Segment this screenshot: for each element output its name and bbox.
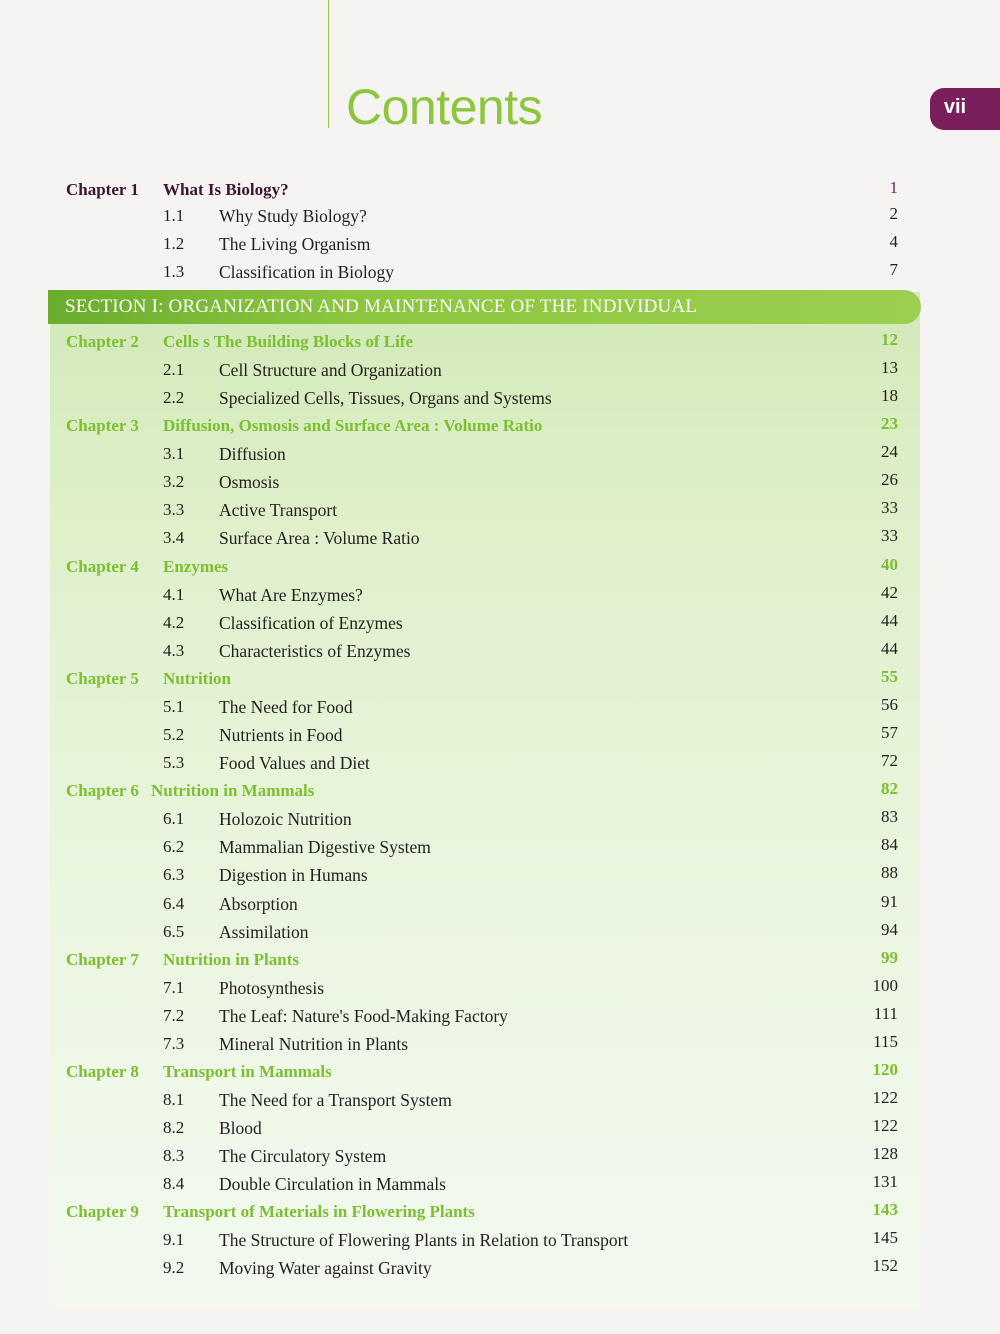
section-number: 5.1 xyxy=(163,697,185,716)
section-number: 4.1 xyxy=(163,585,185,604)
chapter-title: Cells s The Building Blocks of Life xyxy=(163,332,414,351)
toc-section-7-3[interactable] xyxy=(0,1032,1000,1058)
section-title: Active Transport xyxy=(219,500,338,520)
section-number: 9.1 xyxy=(163,1230,185,1249)
toc-section-1-1[interactable] xyxy=(0,204,1000,230)
chapter-title: Diffusion, Osmosis and Surface Area : Volume Ratio xyxy=(163,416,543,435)
section-page: 122 xyxy=(872,1088,898,1107)
toc-section-3-4[interactable] xyxy=(0,526,1000,552)
section-number: 1.2 xyxy=(163,234,185,253)
toc-chapter-1[interactable] xyxy=(0,178,1000,204)
toc-section-7-1[interactable] xyxy=(0,976,1000,1002)
section-page: 115 xyxy=(873,1032,898,1051)
toc-section-8-4[interactable] xyxy=(0,1172,1000,1198)
toc-section-4-2[interactable] xyxy=(0,611,1000,637)
chapter-page: 1 xyxy=(889,178,898,197)
toc-chapter-9[interactable] xyxy=(0,1200,1000,1226)
section-number: 3.1 xyxy=(163,444,185,463)
section-title: The Need for a Transport System xyxy=(219,1090,452,1110)
toc-section-6-1[interactable] xyxy=(0,807,1000,833)
chapter-title: Nutrition xyxy=(163,669,231,688)
section-title: Moving Water against Gravity xyxy=(219,1258,432,1278)
section-page: 152 xyxy=(872,1256,898,1275)
toc-section-9-2[interactable] xyxy=(0,1256,1000,1282)
toc-section-1-3[interactable] xyxy=(0,260,1000,286)
chapter-title: What Is Biology? xyxy=(163,180,289,199)
section-page: 122 xyxy=(872,1116,898,1135)
section-number: 6.2 xyxy=(163,837,185,856)
section-title: Surface Area : Volume Ratio xyxy=(219,528,420,548)
section-page: 7 xyxy=(889,260,898,279)
section-page: 131 xyxy=(872,1172,898,1191)
section-title: Holozoic Nutrition xyxy=(219,809,352,829)
toc-section-7-2[interactable] xyxy=(0,1004,1000,1030)
section-title: The Living Organism xyxy=(219,234,371,254)
chapter-page: 55 xyxy=(881,667,898,686)
section-heading: SECTION I: ORGANIZATION AND MAINTENANCE OF THE INDIVIDUAL xyxy=(65,296,698,317)
section-number: 9.2 xyxy=(163,1258,185,1277)
toc-section-5-1[interactable] xyxy=(0,695,1000,721)
section-number: 7.1 xyxy=(163,978,185,997)
section-page: 72 xyxy=(881,751,898,770)
section-page: 42 xyxy=(881,583,898,602)
section-page: 56 xyxy=(881,695,898,714)
section-number: 3.3 xyxy=(163,500,185,519)
chapter-page: 143 xyxy=(872,1200,898,1219)
section-number: 6.5 xyxy=(163,922,185,941)
section-number: 3.4 xyxy=(163,528,185,547)
toc-section-5-3[interactable] xyxy=(0,751,1000,777)
section-number: 2.2 xyxy=(163,388,185,407)
section-page: 13 xyxy=(881,358,898,377)
section-title: Cell Structure and Organization xyxy=(219,360,442,380)
section-title: Photosynthesis xyxy=(219,978,325,998)
section-title: Digestion in Humans xyxy=(219,865,368,885)
section-title: Assimilation xyxy=(219,922,309,942)
toc-section-3-3[interactable] xyxy=(0,498,1000,524)
toc-chapter-4[interactable] xyxy=(0,555,1000,581)
section-page: 44 xyxy=(881,611,898,630)
toc-section-2-2[interactable] xyxy=(0,386,1000,412)
section-number: 2.1 xyxy=(163,360,185,379)
section-title: Classification of Enzymes xyxy=(219,613,403,633)
chapter-label: Chapter 4 xyxy=(66,557,139,576)
section-page: 128 xyxy=(872,1144,898,1163)
section-heading-bar xyxy=(48,290,921,324)
section-page: 100 xyxy=(872,976,898,995)
section-page: 145 xyxy=(872,1228,898,1247)
header-divider-line xyxy=(328,0,329,128)
section-title: The Need for Food xyxy=(219,697,353,717)
section-number: 3.2 xyxy=(163,472,185,491)
section-title: The Leaf: Nature's Food-Making Factory xyxy=(219,1006,508,1026)
toc-section-1-2[interactable] xyxy=(0,232,1000,258)
toc-section-6-5[interactable] xyxy=(0,920,1000,946)
chapter-page: 12 xyxy=(881,330,898,349)
section-number: 7.3 xyxy=(163,1034,185,1053)
toc-section-4-3[interactable] xyxy=(0,639,1000,665)
section-page: 33 xyxy=(881,526,898,545)
section-number: 1.1 xyxy=(163,206,185,225)
toc-chapter-3[interactable] xyxy=(0,414,1000,440)
section-title: Specialized Cells, Tissues, Organs and Systems xyxy=(219,388,552,408)
toc-section-5-2[interactable] xyxy=(0,723,1000,749)
page-number: vii xyxy=(943,96,967,118)
section-page: 88 xyxy=(881,863,898,882)
chapter-page: 120 xyxy=(872,1060,898,1079)
section-page: 111 xyxy=(873,1004,898,1023)
section-page: 94 xyxy=(881,920,898,939)
toc-section-6-4[interactable] xyxy=(0,892,1000,918)
section-page: 26 xyxy=(881,470,898,489)
section-number: 8.1 xyxy=(163,1090,185,1109)
section-number: 6.3 xyxy=(163,865,185,884)
toc-section-8-1[interactable] xyxy=(0,1088,1000,1114)
section-page: 84 xyxy=(881,835,898,854)
section-page: 18 xyxy=(881,386,898,405)
section-number: 5.2 xyxy=(163,725,185,744)
toc-chapter-7[interactable] xyxy=(0,948,1000,974)
toc-section-4-1[interactable] xyxy=(0,583,1000,609)
section-title: The Structure of Flowering Plants in Relation to Transport xyxy=(219,1230,629,1250)
toc-section-9-1[interactable] xyxy=(0,1228,1000,1254)
section-page: 4 xyxy=(889,232,898,251)
section-title: Nutrients in Food xyxy=(219,725,343,745)
toc-section-6-3[interactable] xyxy=(0,863,1000,889)
chapter-title: Enzymes xyxy=(163,557,229,576)
section-page: 83 xyxy=(881,807,898,826)
toc-section-8-3[interactable] xyxy=(0,1144,1000,1170)
section-number: 4.2 xyxy=(163,613,185,632)
toc-section-8-2[interactable] xyxy=(0,1116,1000,1142)
chapter-title: Nutrition in Mammals xyxy=(151,781,315,800)
toc-chapter-8[interactable] xyxy=(0,1060,1000,1086)
toc-section-3-2[interactable] xyxy=(0,470,1000,496)
chapter-page: 40 xyxy=(881,555,898,574)
chapter-label: Chapter 9 xyxy=(66,1202,139,1221)
section-page: 24 xyxy=(881,442,898,461)
section-title: Blood xyxy=(219,1118,262,1138)
section-number: 5.3 xyxy=(163,753,185,772)
section-title: Absorption xyxy=(219,894,298,914)
chapter-label: Chapter 7 xyxy=(66,950,139,969)
chapter-page: 99 xyxy=(881,948,898,967)
section-number: 1.3 xyxy=(163,262,185,281)
chapter-label: Chapter 2 xyxy=(66,332,139,351)
chapter-label: Chapter 8 xyxy=(66,1062,139,1081)
section-title: Classification in Biology xyxy=(219,262,394,282)
chapter-label: Chapter 5 xyxy=(66,669,139,688)
page-title: Contents xyxy=(346,79,543,135)
section-number: 6.4 xyxy=(163,894,185,913)
section-number: 8.3 xyxy=(163,1146,185,1165)
chapter-label: Chapter 3 xyxy=(66,416,139,435)
toc-chapter-2[interactable] xyxy=(0,330,1000,356)
chapter-page: 82 xyxy=(881,779,898,798)
section-page: 57 xyxy=(881,723,898,742)
chapter-label: Chapter 1 xyxy=(66,180,139,199)
section-number: 8.2 xyxy=(163,1118,185,1137)
chapter-title: Nutrition in Plants xyxy=(163,950,300,969)
toc-chapter-6[interactable] xyxy=(0,779,1000,805)
section-number: 7.2 xyxy=(163,1006,185,1025)
page-number-tab xyxy=(930,88,1000,130)
section-title: The Circulatory System xyxy=(219,1146,387,1166)
chapter-page: 23 xyxy=(881,414,898,433)
section-page: 91 xyxy=(881,892,898,911)
section-page: 2 xyxy=(889,204,898,223)
toc-section-2-1[interactable] xyxy=(0,358,1000,384)
section-title: Characteristics of Enzymes xyxy=(219,641,411,661)
section-page: 33 xyxy=(881,498,898,517)
toc-section-6-2[interactable] xyxy=(0,835,1000,861)
section-number: 8.4 xyxy=(163,1174,185,1193)
section-title: Diffusion xyxy=(219,444,286,464)
toc-chapter-5[interactable] xyxy=(0,667,1000,693)
section-title: What Are Enzymes? xyxy=(219,585,363,605)
section-number: 4.3 xyxy=(163,641,185,660)
section-title: Mammalian Digestive System xyxy=(219,837,431,857)
section-number: 6.1 xyxy=(163,809,185,828)
chapter-title: Transport of Materials in Flowering Plants xyxy=(163,1202,475,1221)
section-title: Food Values and Diet xyxy=(219,753,370,773)
chapter-label: Chapter 6 xyxy=(66,781,139,800)
section-title: Mineral Nutrition in Plants xyxy=(219,1034,409,1054)
section-title: Double Circulation in Mammals xyxy=(219,1174,446,1194)
chapter-title: Transport in Mammals xyxy=(163,1062,332,1081)
section-title: Why Study Biology? xyxy=(219,206,367,226)
section-title: Osmosis xyxy=(219,472,280,492)
toc-section-3-1[interactable] xyxy=(0,442,1000,468)
section-page: 44 xyxy=(881,639,898,658)
